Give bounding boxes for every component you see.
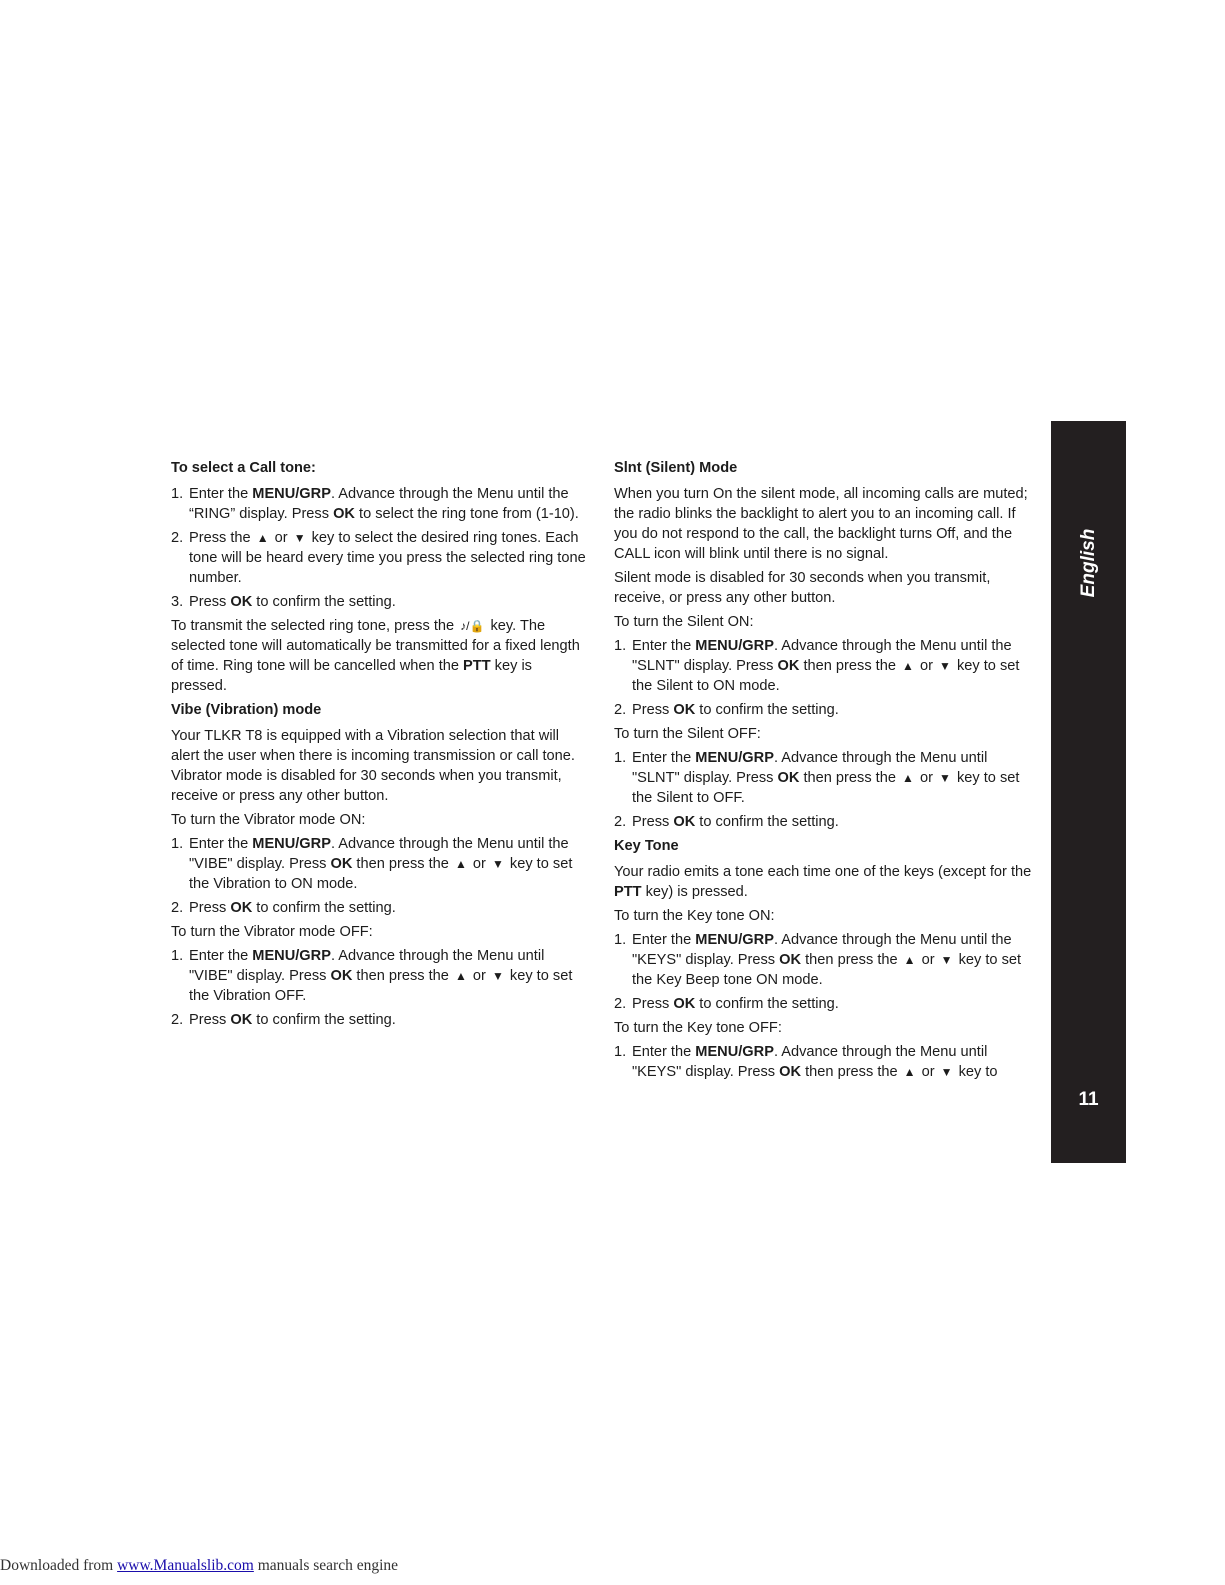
vibe-off-step-1 xyxy=(171,946,591,1006)
down-arrow-icon: ▼ xyxy=(491,969,504,983)
step-text: Press OK to confirm the setting. xyxy=(632,814,839,830)
silent-off-intro: To turn the Silent OFF: xyxy=(614,726,761,742)
step-number: 1. xyxy=(171,948,184,964)
down-arrow-icon: ▼ xyxy=(939,771,951,785)
vibe-off-intro: To turn the Vibrator mode OFF: xyxy=(171,924,373,940)
call-tone-step-2 xyxy=(171,528,591,588)
step-number: 1. xyxy=(171,486,184,502)
manualslib-link[interactable]: www.Manualslib.com xyxy=(117,1557,254,1574)
key-tone-off-intro: To turn the Key tone OFF: xyxy=(614,1020,782,1036)
step-text: Enter the MENU/GRP. Advance through the Menu until "SLNT" display. Press OK then press the ▲ or ▼ key to set the Silent to OFF. xyxy=(632,750,1020,806)
step-number: 2. xyxy=(614,996,627,1012)
step-text: Press OK to confirm the setting. xyxy=(189,1012,396,1028)
silent-off-step-2 xyxy=(614,812,1034,832)
step-text: Press OK to confirm the setting. xyxy=(189,594,396,610)
up-arrow-icon: ▲ xyxy=(902,771,914,785)
call-tone-transmit-paragraph: To transmit the selected ring tone, press the ♪/🔒 key. The selected tone will automatically be transmitted for a fixed length of time. Ring tone will be cancelled when the PTT key is pressed. xyxy=(171,618,580,694)
silent-paragraph-1: When you turn On the silent mode, all incoming calls are muted; the radio blinks the backlight to alert you to an incoming call. If you do not respond to the call, the backlight turns Off, and the CALL icon will blink until there is no signal. xyxy=(614,486,1028,562)
step-text: Press OK to confirm the setting. xyxy=(632,996,839,1012)
key-tone-off-step-1 xyxy=(614,1042,1034,1082)
left-column xyxy=(171,458,591,1034)
silent-on-step-2 xyxy=(614,700,1034,720)
silent-paragraph-2: Silent mode is disabled for 30 seconds when you transmit, receive, or press any other button. xyxy=(614,570,991,606)
call-tone-step-3 xyxy=(171,592,591,612)
key-tone-on-step-1 xyxy=(614,930,1034,990)
call-tone-heading: To select a Call tone: xyxy=(171,460,316,476)
silent-heading: Slnt (Silent) Mode xyxy=(614,460,738,476)
step-text: Enter the MENU/GRP. Advance through the Menu until the "VIBE" display. Press OK then press the ▲ or ▼ key to set the Vibration to ON mode. xyxy=(189,836,573,892)
down-arrow-icon: ▼ xyxy=(940,953,953,967)
step-number: 2. xyxy=(171,1012,184,1028)
music-lock-key-icon: ♪/🔒 xyxy=(460,619,485,633)
step-number: 2. xyxy=(614,702,627,718)
vibe-on-step-1 xyxy=(171,834,591,894)
step-number: 1. xyxy=(614,932,627,948)
up-arrow-icon: ▲ xyxy=(903,953,916,967)
download-footer xyxy=(0,1557,398,1575)
step-number: 1. xyxy=(614,750,627,766)
step-text: Enter the MENU/GRP. Advance through the Menu until the "SLNT" display. Press OK then press the ▲ or ▼ key to set the Silent to ON mode. xyxy=(632,638,1020,694)
step-number: 2. xyxy=(171,900,184,916)
page-number: 11 xyxy=(1078,1089,1099,1110)
silent-off-step-1 xyxy=(614,748,1034,808)
step-number: 2. xyxy=(614,814,627,830)
down-arrow-icon: ▼ xyxy=(939,659,951,673)
vibe-paragraph-1: Your TLKR T8 is equipped with a Vibration selection that will alert the user when there is incoming transmission or call tone. xyxy=(171,728,575,764)
step-text: Enter the MENU/GRP. Advance through the Menu until "KEYS" display. Press OK then press the ▲ or ▼ key to xyxy=(632,1044,998,1080)
vibe-paragraph-2: Vibrator mode is disabled for 30 seconds when you transmit, receive or press any other button. xyxy=(171,768,562,804)
key-tone-on-intro: To turn the Key tone ON: xyxy=(614,908,775,924)
language-label: English xyxy=(1077,528,1099,598)
down-arrow-icon: ▼ xyxy=(491,857,504,871)
key-tone-heading: Key Tone xyxy=(614,838,679,854)
step-text: Enter the MENU/GRP. Advance through the Menu until the “RING” display. Press OK to select the ring tone from (1-10). xyxy=(189,486,579,522)
step-text: Press the ▲ or ▼ key to select the desired ring tones. Each tone will be heard every time you press the selected ring tone number. xyxy=(189,530,586,586)
down-arrow-icon: ▼ xyxy=(940,1065,953,1079)
up-arrow-icon: ▲ xyxy=(454,969,467,983)
step-number: 2. xyxy=(171,530,184,546)
key-tone-paragraph: Your radio emits a tone each time one of the keys (except for the PTT key) is pressed. xyxy=(614,864,1032,900)
up-arrow-icon: ▲ xyxy=(902,659,914,673)
vibe-off-step-2 xyxy=(171,1010,591,1030)
up-arrow-icon: ▲ xyxy=(454,857,467,871)
vibe-on-intro: To turn the Vibrator mode ON: xyxy=(171,812,366,828)
vibe-heading: Vibe (Vibration) mode xyxy=(171,702,322,718)
call-tone-step-1 xyxy=(171,484,591,524)
footer-prefix: Downloaded from xyxy=(0,1557,118,1574)
down-arrow-icon: ▼ xyxy=(293,531,306,545)
up-arrow-icon: ▲ xyxy=(256,531,269,545)
step-text: Press OK to confirm the setting. xyxy=(189,900,396,916)
right-column xyxy=(614,458,1034,1086)
step-text: Enter the MENU/GRP. Advance through the Menu until "VIBE" display. Press OK then press the ▲ or ▼ key to set the Vibration OFF. xyxy=(189,948,573,1004)
silent-on-intro: To turn the Silent ON: xyxy=(614,614,754,630)
step-text: Enter the MENU/GRP. Advance through the Menu until the "KEYS" display. Press OK then press the ▲ or ▼ key to set the Key Beep tone ON mode. xyxy=(632,932,1022,988)
vibe-on-step-2 xyxy=(171,898,591,918)
step-number: 1. xyxy=(614,638,627,654)
step-text: Press OK to confirm the setting. xyxy=(632,702,839,718)
step-number: 3. xyxy=(171,594,184,610)
step-number: 1. xyxy=(171,836,184,852)
up-arrow-icon: ▲ xyxy=(903,1065,916,1079)
silent-on-step-1 xyxy=(614,636,1034,696)
step-number: 1. xyxy=(614,1044,627,1060)
language-side-tab xyxy=(1051,421,1126,1163)
key-tone-on-step-2 xyxy=(614,994,1034,1014)
footer-suffix: manuals search engine xyxy=(253,1557,399,1574)
